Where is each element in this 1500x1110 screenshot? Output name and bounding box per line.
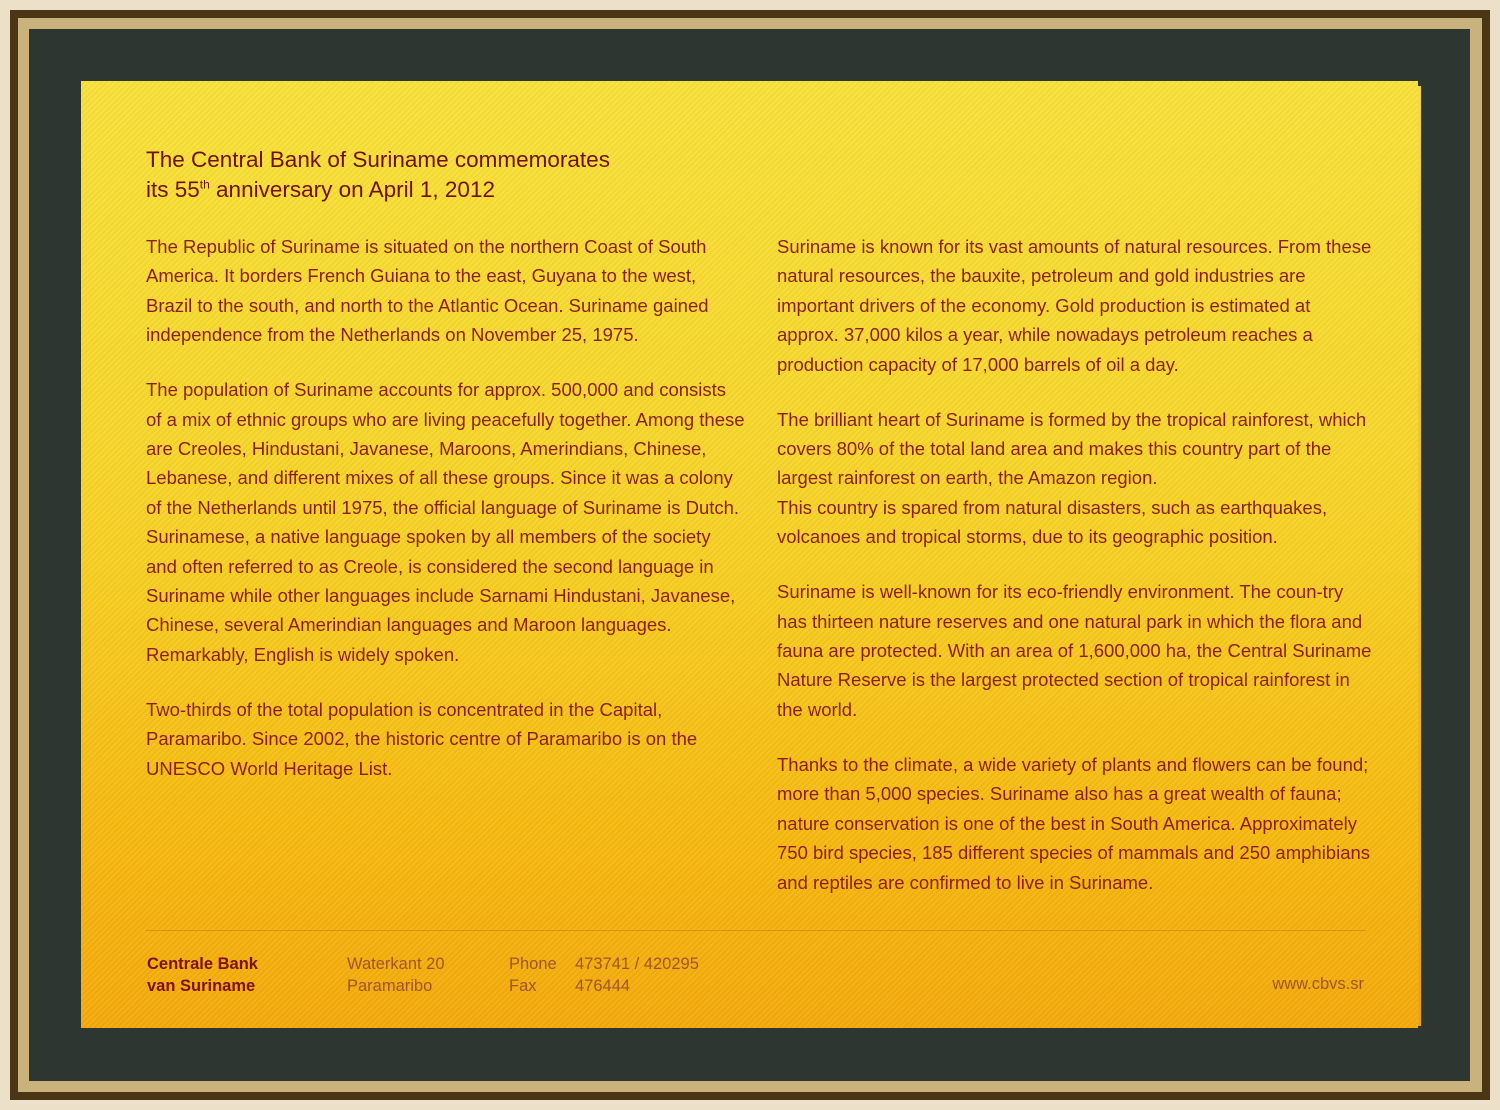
paragraph-biodiversity: Thanks to the climate, a wide variety of plants and flowers can be found; more than 5,000 species. Suriname also has a great wealth of fauna; nature conservation is one of the best in South America. Approximately 750 bird species, 185 different species of mammals and 250 amphibians and reptiles are confirmed to live in Suriname. bbox=[777, 753, 1371, 893]
fax-number: 476444 bbox=[575, 977, 631, 995]
footer-contact-labels bbox=[509, 953, 557, 997]
website-url: www.cbvs.sr bbox=[1272, 975, 1364, 993]
card-edge bbox=[1418, 86, 1421, 1026]
title-line-2-prefix: its 55 bbox=[146, 177, 200, 202]
fax-label: Fax bbox=[509, 977, 537, 995]
card-title bbox=[146, 145, 610, 205]
title-line-2-suffix: anniversary on April 1, 2012 bbox=[209, 177, 495, 202]
footer-contact-values bbox=[575, 953, 699, 997]
footer-divider bbox=[146, 930, 1366, 931]
paragraph-rainforest: The brilliant heart of Suriname is formed by the tropical rainforest, which covers 80% of the total land area and makes this country part of the largest rainforest on earth, the Amazon region. bbox=[777, 408, 1367, 489]
paragraph-capital: Two-thirds of the total population is concentrated in the Capital, Paramaribo. Since 2002, the historic centre of Paramaribo is on the UNESCO World Heritage List. bbox=[146, 698, 698, 779]
paragraph-geography: The Republic of Suriname is situated on the northern Coast of South America. It borders French Guiana to the east, Guyana to the west, Brazil to the south, and north to the Atlantic Ocean. Suriname gained independence from the Netherlands on November 25, 1975. bbox=[146, 236, 709, 346]
right-column bbox=[777, 232, 1377, 923]
bank-name-line-1: Centrale Bank bbox=[147, 955, 258, 973]
commemorative-card bbox=[81, 81, 1418, 1028]
paragraph-population: The population of Suriname accounts for approx. 500,000 and consists of a mix of ethnic groups who are living peacefully together. Among these are Creoles, Hindustani, Javanese, Maroons, Amerindians, Chinese, Lebanese, and different mixes of all these groups. Since it was a colony of the Netherlands until 1975, the official language of Suriname is Dutch. Surinamese, a native language spoken by all members of the society and often referred to as Creole, is considered the second language in Suriname while other languages include Sarnami Hindustani, Javanese, Chinese, several Amerindian languages and Maroon languages. Remarkably, English is widely spoken. bbox=[146, 379, 745, 665]
footer-bank-name bbox=[147, 953, 258, 997]
paragraph-environment: Suriname is well-known for its eco-friendly environment. The coun-try has thirteen nature reserves and one natural park in which the flora and fauna are protected. With an area of 1,600,000 ha, the Central Suriname Nature Reserve is the largest protected section of tropical rainforest in the world. bbox=[777, 581, 1372, 720]
phone-label: Phone bbox=[509, 955, 557, 973]
paragraph-disasters: This country is spared from natural disasters, such as earthquakes, volcanoes and tropical storms, due to its geographic position. bbox=[777, 496, 1328, 548]
address-city: Paramaribo bbox=[347, 977, 433, 995]
title-superscript: th bbox=[199, 177, 210, 192]
phone-number: 473741 / 420295 bbox=[575, 955, 699, 973]
left-column bbox=[146, 232, 746, 809]
address-street: Waterkant 20 bbox=[347, 955, 445, 973]
footer-address bbox=[347, 953, 445, 997]
title-line-1: The Central Bank of Suriname commemorates bbox=[146, 147, 610, 172]
paragraph-resources: Suriname is known for its vast amounts of natural resources. From these natural resources, the bauxite, petroleum and gold industries are important drivers of the economy. Gold production is estimated at approx. 37,000 kilos a year, while nowadays petroleum reaches a production capacity of 17,000 barrels of oil a day. bbox=[777, 236, 1372, 375]
bank-name-line-2: van Suriname bbox=[147, 977, 256, 995]
footer-website bbox=[1272, 973, 1364, 995]
